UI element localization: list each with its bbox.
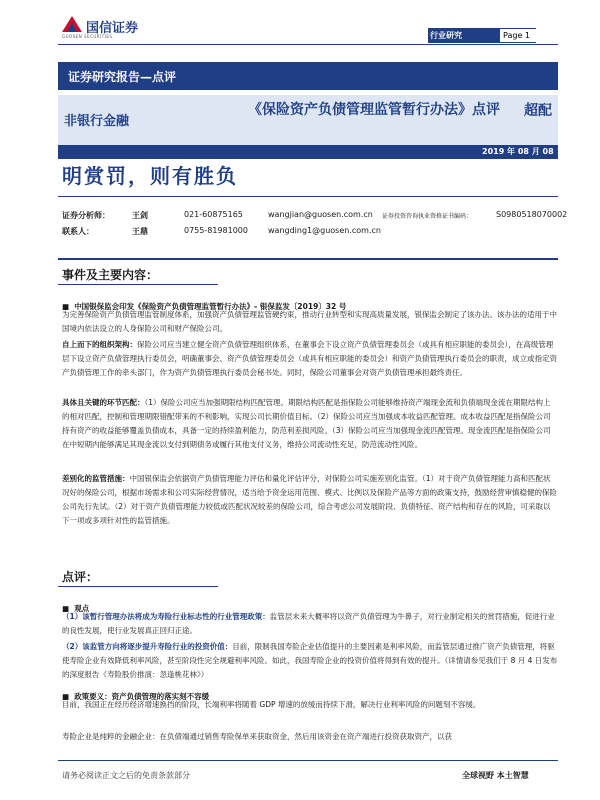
square-bullet-icon: ■ <box>62 692 70 701</box>
footer-slogan: 全球视野 本土智慧 <box>462 771 529 780</box>
title-divider <box>58 196 558 197</box>
square-bullet-icon: ■ <box>62 302 70 311</box>
analyst-name: 王剑 <box>132 211 148 220</box>
page-number: Page 1 <box>500 29 553 42</box>
analyst-email[interactable]: wangjian@guosen.com.cn <box>268 210 373 219</box>
logo-subtitle: GUOSEN SECURITIES <box>62 34 113 39</box>
footer-divider <box>58 760 558 761</box>
report-date: 2019 年 08 月 08 日 <box>482 147 565 156</box>
page-title: 明赏罚，则有胜负 <box>62 164 238 188</box>
contact-role: 联系人： <box>62 227 94 236</box>
contact-name: 王鼎 <box>132 227 148 236</box>
body-paragraph <box>62 338 558 380</box>
paragraph-text: 保险公司应当建立健全资产负债管理组织体系，在董事会下设立资产负债管理委员会（或具有相应职能的委员会），在高级管理层下设立资产负债管理执行委员会，明确董事会、资产负债管理委员会（或具有相应职能的委员会）和资产负债管理执行委员会的职责，成立或指定资产负债管理工作的牵头部门，作为资产负债管理执行委员会秘书处。同时，保险公司董事会对资产负债管理承担最终责任。 <box>62 340 557 377</box>
analyst-role: 证券分析师： <box>62 211 110 220</box>
paragraph-lead: 差别化的监管措施： <box>62 474 130 483</box>
section-title-event: 事件及主要内容： <box>62 268 159 282</box>
report-category: 行业研究 <box>430 31 462 40</box>
rating-badge: 超配 <box>524 103 552 119</box>
body-paragraph: 为完善保险资产负债管理监管制度体系，加强资产负债管理监管硬约束，推动行业转型和实现高质量发展，银保监会制定了该办法。该办法的适用于中国境内依法设立的人身保险公司和财产保险公司。 <box>62 310 557 333</box>
body-paragraph <box>62 472 558 528</box>
paragraph-text: 中国银保监会依据资产负债管理能力评估和量化评估评分，对保险公司实施差别化监管。（1）对于资产负债管理能力高和匹配状况好的保险公司，根据市场需求和公司实际经营情况，适当给予资金运用范围、模式、比例以及保险产品等方面的政策支持，鼓励经营审慎稳健的保险公司先行先试。（2）对于资产负债管理能力较低或匹配状况较差的保险公司，综合考虑公司发展阶段、负债特征、资产结构和存在的风险，可采取以下一项或多项针对性的监管措施。 <box>62 474 557 525</box>
background-label: 政策要义：资产负债管理的落实刻不容缓 <box>74 692 210 701</box>
section-title-comment: 点评： <box>62 570 99 584</box>
analyst-cert-label: 证券投资咨询执业资格证书编码： <box>382 213 473 220</box>
section-underline <box>58 284 218 285</box>
analyst-phone: 021-60875165 <box>184 210 243 219</box>
body-paragraph <box>62 396 558 452</box>
contact-phone: 0755-81981000 <box>184 226 248 235</box>
report-type: 证券研究报告—点评 <box>68 70 177 84</box>
company-logo <box>62 14 152 40</box>
section-divider <box>58 258 558 260</box>
section-underline <box>58 586 218 587</box>
body-paragraph <box>62 640 558 682</box>
paragraph-lead: （1）该暂行管理办法将成为寿险行业标志性的行业管理政策： <box>62 612 270 621</box>
body-paragraph: 寿险企业是纯粹的金融企业：在负债端通过销售寿险保单来获取资金，然后用该资金在资产端进行投资获取资产，以获 <box>62 732 452 741</box>
report-title: 《保险资产负债管理监管暂行办法》点评 <box>248 102 500 118</box>
contact-email[interactable]: wangding1@guosen.com.cn <box>268 226 381 235</box>
event-title: 中国银保监会印发《保险资产负债管理监管暂行办法》- 银保监发〔2019〕32 号 <box>74 302 347 311</box>
header-divider <box>58 44 558 45</box>
square-bullet-icon: ■ <box>62 604 70 613</box>
view-label: 观点 <box>74 604 90 613</box>
disclaimer-note: 请务必阅读正文之后的免责条款部分 <box>62 771 190 780</box>
logo-text: 国信证券 <box>86 21 139 36</box>
analyst-cert: S0980518070002 <box>496 210 568 219</box>
paragraph-lead: 自上而下的组织架构： <box>62 340 137 349</box>
paragraph-text: （1）保险公司应当加强期限结构匹配管理。期限结构匹配是指保险公司能够维持资产端现金流和负债端现金流在期限结构上的相对匹配，控制和管理期限错配带来的不利影响，实现公司长期价值目标。（2）保险公司应当加强成本收益匹配管理。成本收益匹配是指保险公司持有资产的收益能够覆盖负债成本，具备一定的持续盈利能力，防范利差损风险。（3）保险公司应当加强现金流匹配管理。现金流匹配是指保险公司在中短期内能够满足其现金流以支付到期债务或履行其他支付义务，维持公司流动性充足，防范流动性风险。 <box>62 398 551 449</box>
logo-mark-icon <box>62 16 82 32</box>
paragraph-lead: 具体且关键的环节匹配： <box>62 398 145 407</box>
paragraph-lead: （2）该监管方向将逐步提升寿险行业的投资价值： <box>62 642 233 651</box>
body-paragraph <box>62 610 558 638</box>
paragraph-text: 目前，限制我国寿险企业估值提升的主要因素是利率风险，而监管层通过推广资产负债管理，将驱使寿险企业有效降低利率风险，甚至阶段性完全规避利率风险。如此，我国寿险企业的投资价值将得到有效的提升。（详情请参见我们于 8 月 4 日发布的深度报告《寿险股价推演：忽逢桃花林》） <box>62 642 558 679</box>
body-paragraph: 目前，我国正在经历经济增速换挡的阶段，长端利率将随着 GDP 增速的放缓而持续下滑，解决行业利率风险的问题刻不容缓。 <box>62 700 481 709</box>
paragraph-text: 监管层未来大概率将以资产负债管理为牛鼻子，对行业制定相关的赏罚措施，促进行业的良性发展，使行业发展真正回归正途。 <box>62 612 555 635</box>
sector-label: 非银行金融 <box>64 114 130 129</box>
